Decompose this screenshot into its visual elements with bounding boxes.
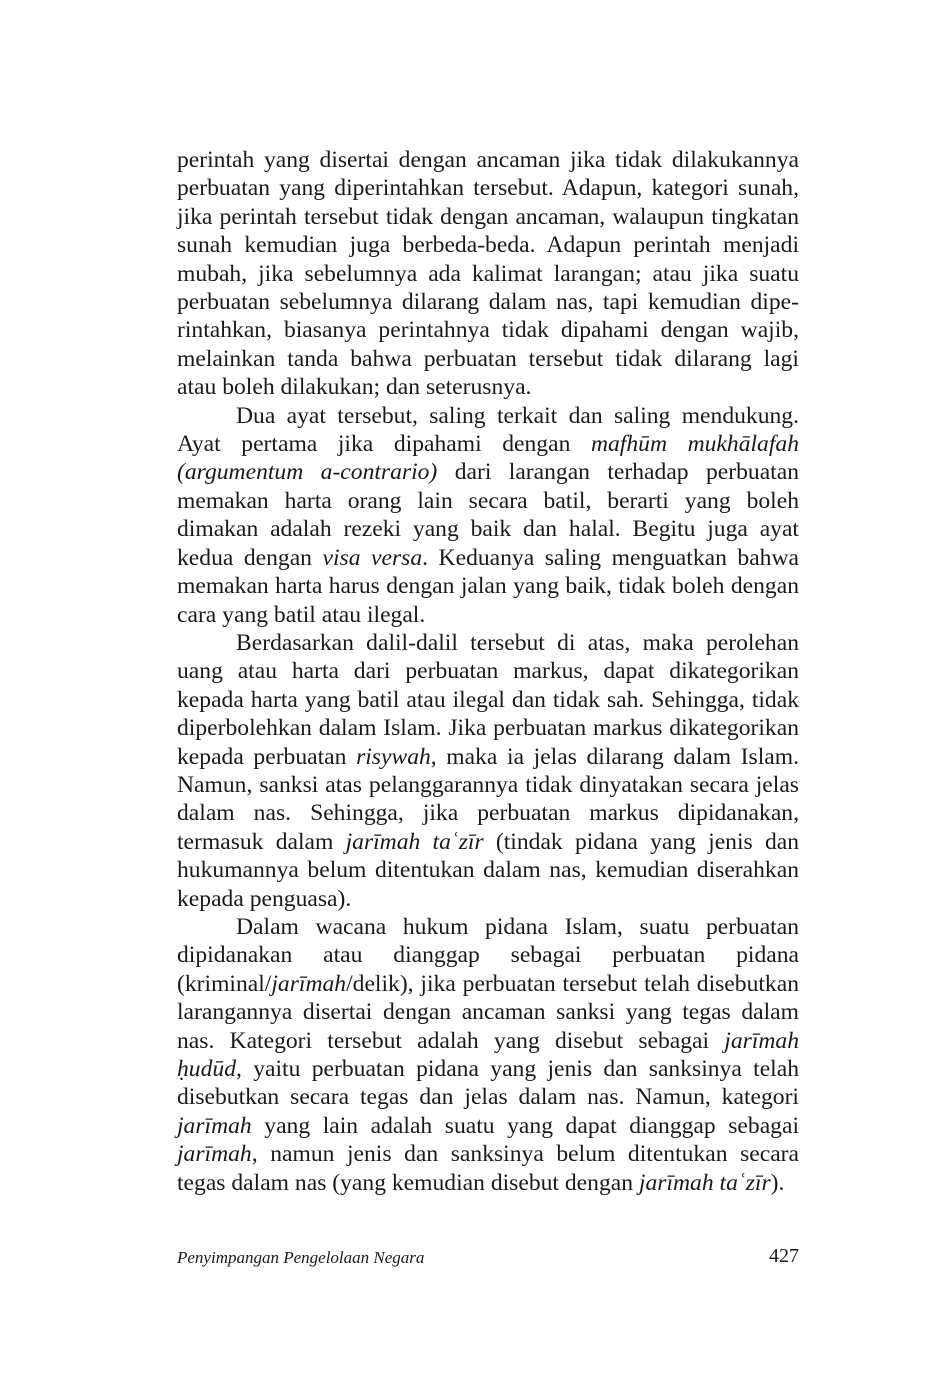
paragraph-4-text-6: ). bbox=[770, 1169, 785, 1196]
italic-term-jarimah: jarīmah bbox=[271, 970, 347, 997]
paragraph-4-text-1: Dalam wacana hukum pidana Islam, suatu perbuatan dipidanakan atau dianggap sebagai perbuatan pidana (kriminal/ bbox=[177, 913, 799, 997]
paragraph-3-text-3: (tindak pidana yang jenis dan hukumannya belum ditentukan dalam nas, kemudian diserahkan kepada penguasa). bbox=[177, 828, 800, 912]
paragraph-3-text-1: Berdasarkan dalil-dalil tersebut di atas, maka perolehan uang atau harta dari perbuatan markus, dapat dikategorikan kepada harta yang batil atau ilegal dan tidak sah. Sehingga, tidak diperbolehkan dalam Islam. Jika perbuatan markus dikategorikan kepada perbuatan bbox=[177, 629, 799, 770]
paragraph-4-text-2: /delik), jika perbuatan tersebut telah disebutkan larangannya disertai dengan ancaman sanksi yang tegas dalam nas. Kategori tersebut adalah yang disebut sebagai bbox=[177, 970, 799, 1054]
paragraph-4-text-4: yang lain adalah suatu yang dapat dianggap sebagai bbox=[251, 1112, 799, 1139]
paragraph-4-text-3: , yaitu perbuatan pidana yang jenis dan sanksinya telah disebutkan secara tegas dan jelas dalam nas. Namun, kategori bbox=[177, 1056, 799, 1111]
paragraph-4-text-5: , namun jenis dan sanksinya belum ditentukan secara tegas dalam nas (yang kemudian disebut dengan bbox=[177, 1141, 799, 1196]
paragraph-4 bbox=[177, 913, 799, 1197]
italic-term-jarimah: jarīmah bbox=[177, 1112, 252, 1139]
italic-term-risywah: risywah bbox=[356, 743, 431, 770]
italic-term-jarimah-hudud: jarīmah ḥudūd bbox=[177, 1027, 799, 1082]
running-title: Penyimpangan Pengelolaan Negara bbox=[177, 1248, 425, 1267]
paragraph-3-text-2: , maka ia jelas dilarang dalam Islam. Namun, sanksi atas pelanggarannya tidak dinyatakan secara jelas dalam nas. Sehingga, jika perbuatan markus dipidanakan, termasuk dalam bbox=[177, 743, 799, 855]
page-footer bbox=[177, 1246, 799, 1274]
page-number: 427 bbox=[769, 1245, 799, 1267]
italic-term-jarimah-tazir: jarīmah taʿzīr bbox=[638, 1169, 771, 1196]
paragraph-2-text-2: dari larangan terhadap perbuatan memakan harta orang lain secara batil, berarti yang boleh dimakan adalah rezeki yang baik dan halal. Begitu juga ayat kedua dengan bbox=[177, 459, 799, 571]
italic-term-jarimah-tazir: jarīmah taʿzīr bbox=[345, 828, 484, 855]
italic-term-visa-versa: visa versa bbox=[322, 544, 423, 571]
paragraph-2-text-3: . Keduanya saling menguatkan bahwa memakan harta harus dengan jalan yang baik, tidak boleh dengan cara yang batil atau ilegal. bbox=[177, 544, 799, 628]
paragraph-1-text: perintah yang disertai dengan ancaman jika tidak dilakukannya perbuatan yang diperintahkan tersebut. Adapun, kategori sunah, jika perintah tersebut tidak dengan ancaman, walaupun tingkatan sunah kemudian juga berbeda-beda. Adapun perintah menjadi mubah, jika sebelumnya ada kalimat larangan; atau jika suatu perbuatan sebelumnya dilarang dalam nas, tapi kemudian diperintahkan, biasanya perintahnya tidak dipahami dengan wajib, melainkan tanda bahwa perbuatan tersebut tidak dilarang lagi atau boleh dilakukan; dan seterusnya. bbox=[177, 147, 799, 401]
body-text bbox=[177, 146, 799, 1197]
paragraph-1 bbox=[177, 146, 799, 402]
paragraph-2-text-1: Dua ayat tersebut, saling terkait dan saling mendukung. Ayat pertama jika dipahami dengan bbox=[177, 402, 799, 458]
paragraph-2 bbox=[177, 402, 799, 629]
paragraph-3 bbox=[177, 629, 799, 913]
italic-term-jarimah: jarīmah bbox=[177, 1141, 252, 1168]
italic-term-mafhum-mukhalafah: mafhūm mukhālafah (argumentum a-contrario) bbox=[177, 431, 799, 486]
